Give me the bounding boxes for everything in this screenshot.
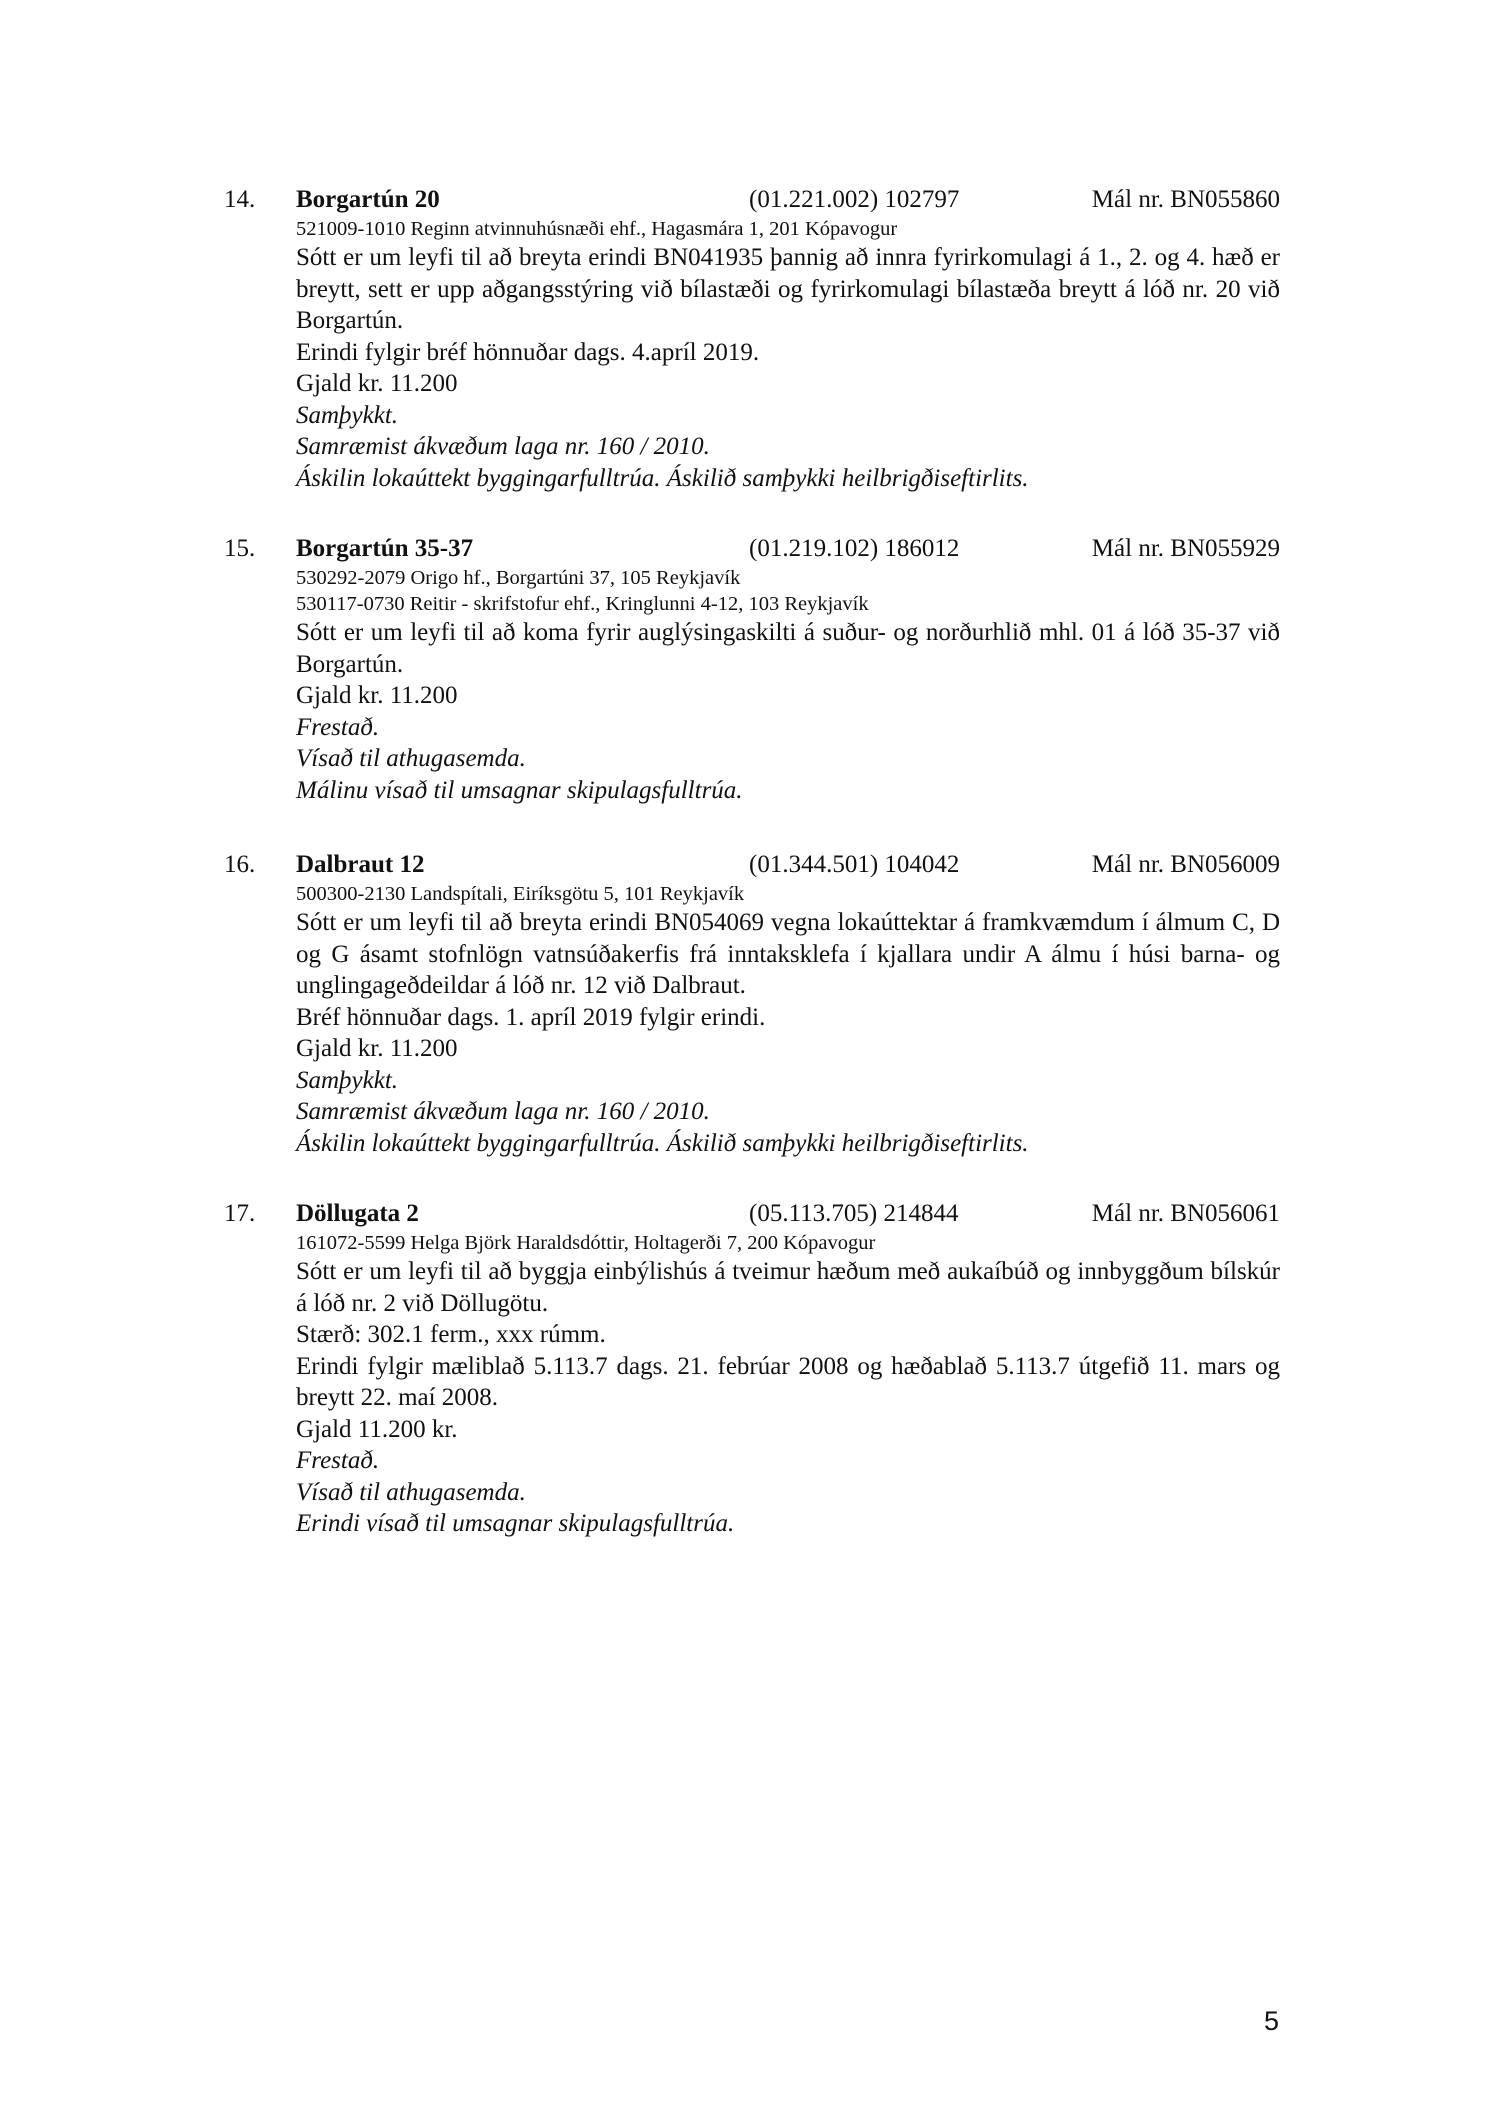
item-header bbox=[224, 848, 1280, 881]
item-header bbox=[224, 183, 1280, 216]
decision: Samþykkt. bbox=[296, 1066, 399, 1094]
fee: Gjald kr. 11.200 bbox=[296, 370, 458, 397]
description: Sótt er um leyfi til að koma fyrir auglýsingaskilti á suður- og norðurhlið mhl. 01 á lóð 35-37 við Borgartún. bbox=[296, 619, 1280, 678]
case-number: Mál nr. BN056061 bbox=[1091, 1200, 1280, 1227]
description: Sótt er um leyfi til að byggja einbýlishús á tveimur hæðum með aukaíbúð og innbyggðum bílskúr á lóð nr. 2 við Döllugötu. bbox=[296, 1258, 1280, 1317]
decision: Samþykkt. bbox=[296, 401, 399, 429]
item-address: Borgartún 35-37 bbox=[296, 535, 474, 562]
decision-referral: Erindi vísað til umsagnar skipulagsfulltrúa. bbox=[296, 1510, 735, 1537]
item-number: 17. bbox=[224, 1200, 256, 1227]
item-address: Dalbraut 12 bbox=[296, 851, 425, 878]
fee: Gjald kr. 11.200 bbox=[296, 1035, 458, 1062]
fee: Gjald 11.200 kr. bbox=[296, 1415, 458, 1443]
agenda-item-15 bbox=[224, 532, 1280, 806]
item-number: 16. bbox=[224, 851, 256, 878]
applicant: 530292-2079 Origo hf., Borgartúni 37, 105 Reykjavík bbox=[296, 567, 741, 589]
decision-conditions: Áskilin lokaúttekt byggingarfulltrúa. Áskilið samþykki heilbrigðiseftirlits. bbox=[296, 1129, 1029, 1157]
property-reference: (01.221.002) 102797 bbox=[749, 186, 960, 213]
fee: Gjald kr. 11.200 bbox=[296, 682, 458, 709]
case-number: Mál nr. BN055929 bbox=[1091, 535, 1280, 562]
decision-law: Samræmist ákvæðum laga nr. 160 / 2010. bbox=[296, 433, 710, 460]
applicant: 521009-1010 Reginn atvinnuhúsnæði ehf., Hagasmára 1, 201 Kópavogur bbox=[296, 218, 898, 240]
item-address: Döllugata 2 bbox=[296, 1200, 419, 1227]
item-body bbox=[296, 216, 1280, 494]
size-note: Stærð: 302.1 ferm., xxx rúmm. bbox=[296, 1321, 606, 1348]
property-reference: (01.219.102) 186012 bbox=[749, 535, 960, 562]
decision-remark: Vísað til athugasemda. bbox=[296, 1478, 526, 1506]
decision-conditions: Áskilin lokaúttekt byggingarfulltrúa. Áskilið samþykki heilbrigðiseftirlits. bbox=[296, 464, 1029, 492]
applicant: 530117-0730 Reitir - skrifstofur ehf., Kringlunni 4-12, 103 Reykjavík bbox=[296, 593, 869, 615]
item-body bbox=[296, 565, 1280, 806]
description: Sótt er um leyfi til að breyta erindi BN054069 vegna lokaúttektar á framkvæmdum í álmum C, D og G ásamt stofnlögn vatnsúðakerfis frá inntaksklefa í kjallara undir A álmu í húsi barna- og unglingageðdeildar á lóð nr. 12 við Dalbraut. bbox=[296, 909, 1280, 999]
property-reference: (01.344.501) 104042 bbox=[749, 851, 960, 878]
decision: Frestað. bbox=[296, 1447, 380, 1474]
decision-remark: Vísað til athugasemda. bbox=[296, 745, 526, 772]
case-number: Mál nr. BN056009 bbox=[1091, 851, 1280, 878]
agenda-item-14 bbox=[224, 183, 1280, 494]
page-number: 5 bbox=[1264, 2006, 1280, 2036]
applicant: 161072-5599 Helga Björk Haraldsdóttir, Holtagerði 7, 200 Kópavogur bbox=[296, 1232, 876, 1254]
applicant: 500300-2130 Landspítali, Eiríksgötu 5, 101 Reykjavík bbox=[296, 883, 745, 905]
note: Erindi fylgir bréf hönnuðar dags. 4.apríl 2019. bbox=[296, 338, 760, 366]
case-number: Mál nr. BN055860 bbox=[1091, 186, 1280, 213]
item-body bbox=[296, 881, 1280, 1159]
agenda-item-16 bbox=[224, 848, 1280, 1159]
note: Erindi fylgir mæliblað 5.113.7 dags. 21. febrúar 2008 og hæðablað 5.113.7 útgefið 11. mars og breytt 22. maí 2008. bbox=[296, 1352, 1280, 1411]
note: Bréf hönnuðar dags. 1. apríl 2019 fylgir erindi. bbox=[296, 1003, 766, 1031]
decision-law: Samræmist ákvæðum laga nr. 160 / 2010. bbox=[296, 1098, 710, 1125]
property-reference: (05.113.705) 214844 bbox=[749, 1200, 959, 1227]
item-body bbox=[296, 1230, 1280, 1540]
decision-referral: Málinu vísað til umsagnar skipulagsfulltrúa. bbox=[296, 776, 743, 804]
item-header bbox=[224, 532, 1280, 565]
item-number: 15. bbox=[224, 535, 256, 562]
item-address: Borgartún 20 bbox=[296, 186, 440, 213]
description: Sótt er um leyfi til að breyta erindi BN041935 þannig að innra fyrirkomulagi á 1., 2. og 4. hæð er breytt, sett er upp aðgangsstýring við bílastæði og fyrirkomulagi bílastæða breytt á lóð nr. 20 við Borgartún. bbox=[296, 244, 1280, 334]
item-header bbox=[224, 1197, 1280, 1230]
agenda-item-17 bbox=[224, 1197, 1280, 1540]
decision: Frestað. bbox=[296, 713, 380, 741]
item-number: 14. bbox=[224, 186, 256, 213]
